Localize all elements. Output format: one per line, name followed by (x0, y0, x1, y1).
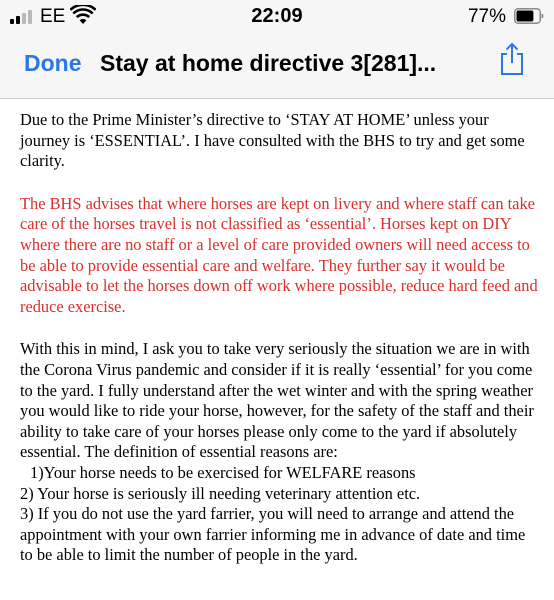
battery-icon (514, 8, 544, 24)
document-title: Stay at home directive 3[281]... (100, 50, 437, 76)
navigation-bar (0, 40, 554, 92)
top-bar (0, 0, 554, 99)
status-time: 22:09 (251, 5, 303, 27)
document-body (20, 110, 540, 566)
reason-item: 3) If you do not use the yard farrier, you will need to arrange and attend the appointment with your own farrier informing me in advance of date and time to be able to limit the number of people in the yard. (20, 504, 526, 565)
bhs-advice-paragraph: The BHS advises that where horses are kept on livery and where staff can take care of the horses travel is not classified as ‘essential’. Horses kept on DIY where there are no staff or a level of care provided owners will need access to be able to provide essential care and welfare. They further say it would be advisable to let the horses down off work where possible, reduce hard feed and reduce exercise. (20, 193, 538, 316)
request-paragraph: With this in mind, I ask you to take very seriously the situation we are in with the Corona Virus pandemic and consider if it is really ‘essential’ for you come to the yard. I fully understand after the wet winter and with the spring weather you would like to ride your horse, however, for the safety of the staff and their ability to take care of your horses please only come to the yard if absolutely essential. The definition of essential reasons are: (20, 339, 534, 462)
intro-paragraph: Due to the Prime Minister’s directive to ‘STAY AT HOME’ unless your journey is ‘ESSENTIAL’. I have consulted with the BHS to try and get some clarity. (20, 110, 525, 171)
reason-item: 1)Your horse needs to be exercised for WELFARE reasons (30, 462, 416, 482)
status-bar (0, 0, 554, 36)
battery-percent: 77% (467, 6, 506, 27)
share-icon[interactable] (498, 42, 526, 76)
reason-item: 2) Your horse is seriously ill needing veterinary attention etc. (20, 483, 421, 503)
done-button[interactable]: Done (24, 50, 82, 76)
carrier-label: EE (40, 6, 66, 27)
